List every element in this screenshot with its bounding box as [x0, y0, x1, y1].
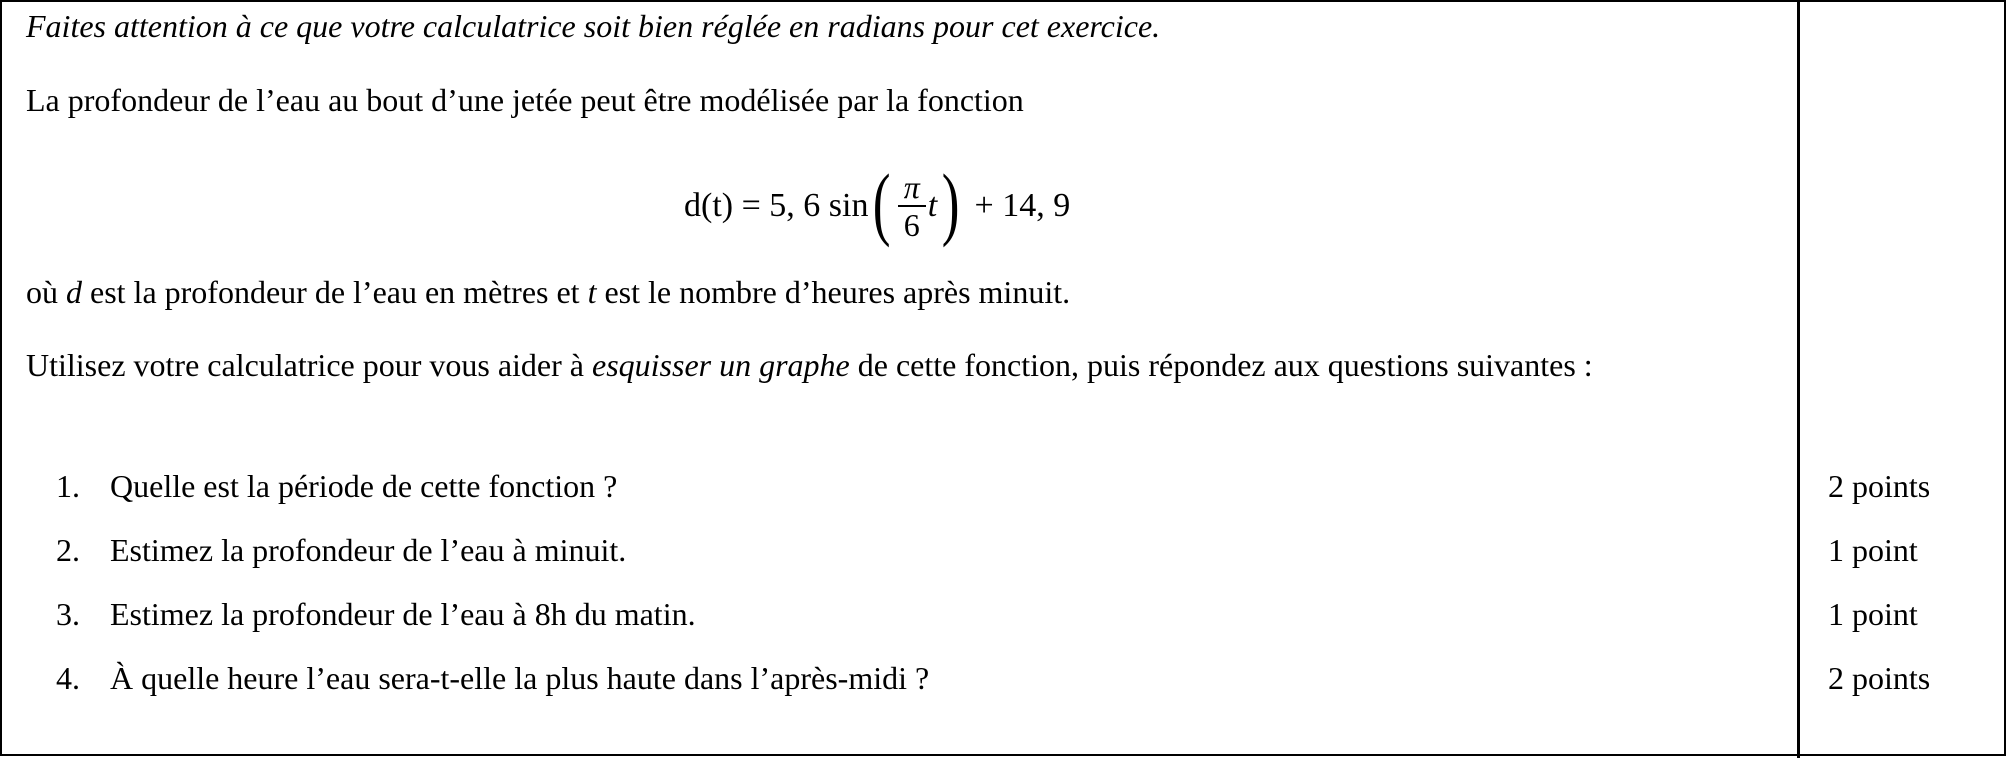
- where-text-2: est la profondeur de l’eau en mètres et: [82, 274, 588, 310]
- right-paren: ): [941, 157, 960, 248]
- where-text-1: où: [26, 274, 66, 310]
- question-text: À quelle heure l’eau sera-t-elle la plus haute dans l’après-midi ?: [110, 660, 930, 696]
- points-2: 1 point: [1828, 532, 1918, 568]
- radian-note: Faites attention à ce que votre calculatrice soit bien réglée en radians pour cet exercice.: [26, 8, 1161, 44]
- question-number: 4.: [56, 660, 80, 696]
- variables-definition: [26, 276, 1070, 308]
- question-number: 3.: [56, 596, 80, 632]
- instructions-paragraph: [26, 340, 1786, 390]
- instructions-text-1: Utilisez votre calculatrice pour vous aider à: [26, 347, 592, 383]
- instructions-emphasis: esquisser un graphe: [591, 347, 850, 383]
- left-paren: (: [873, 157, 891, 248]
- where-text-3: est le nombre d’heures après minuit.: [596, 274, 1071, 310]
- depth-formula: [684, 157, 1071, 248]
- question-text: Estimez la profondeur de l’eau à 8h du matin.: [110, 596, 696, 632]
- points-1: 2 points: [1828, 468, 1931, 504]
- question-number: 2.: [56, 532, 80, 568]
- instructions-text-2: de cette fonction, puis répondez aux questions suivantes :: [849, 347, 1593, 383]
- points-column-divider: [1797, 0, 1800, 758]
- where-var-d: d: [66, 274, 82, 310]
- question-3: [56, 598, 696, 630]
- formula-rhs: + 14, 9: [974, 187, 1071, 224]
- points-4: 2 points: [1828, 660, 1931, 696]
- question-4: [56, 662, 929, 694]
- fraction-numerator: π: [903, 169, 920, 205]
- question-number: 1.: [56, 468, 80, 504]
- points-3: 1 point: [1828, 596, 1918, 632]
- question-text: Quelle est la période de cette fonction ?: [110, 468, 618, 504]
- question-text: Estimez la profondeur de l’eau à minuit.: [110, 532, 627, 568]
- question-1: [56, 470, 617, 502]
- formula-variable: t: [927, 187, 938, 224]
- formula-lhs: d(t) = 5, 6 sin: [684, 187, 869, 224]
- question-2: [56, 534, 626, 566]
- fraction-denominator: 6: [903, 207, 920, 243]
- intro-text: La profondeur de l’eau au bout d’une jetée peut être modélisée par la fonction: [26, 82, 1024, 118]
- formula-fraction: [898, 169, 926, 243]
- where-var-t: t: [587, 274, 597, 310]
